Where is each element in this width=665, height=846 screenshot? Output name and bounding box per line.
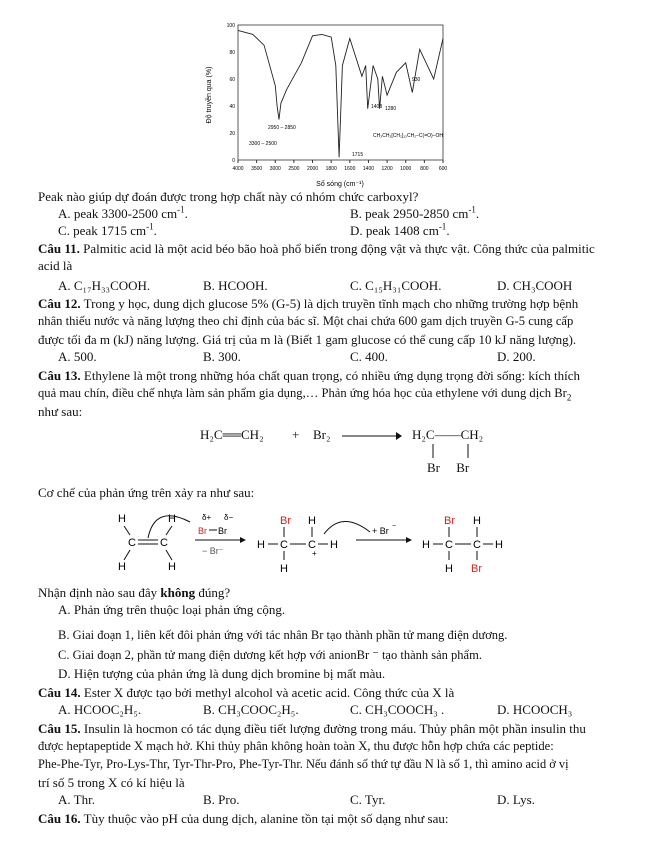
q11-label: Câu 11. (38, 241, 80, 256)
q10-option-b: B. peak 2950-2850 $cm^{-1}$. (350, 204, 480, 221)
q10-option-d-text: D. peak 1408 cm (350, 223, 439, 238)
svg-text:H: H (308, 515, 316, 527)
y-tick-label: 60 (229, 77, 235, 83)
y-axis-label: Độ truyền qua (%) (206, 66, 213, 124)
annotation-3300-2500: 3300 – 2500 (249, 141, 277, 147)
annotation-1715: 1715 (352, 152, 364, 158)
y-tick-label: 40 (229, 104, 235, 110)
svg-text:H: H (473, 515, 481, 527)
q11-stem-text: Palmitic acid là một acid béo bão hoà phổ biến trong động vật và thực vật. Công thức của palmitic (83, 241, 595, 256)
q10-option-a-text: A. peak 3300-2500 cm (58, 206, 178, 221)
svg-text:Br: Br (280, 515, 291, 527)
annotation-2950-2850: 2950 – 2850 (268, 125, 296, 131)
q15-label: Câu 15. (38, 721, 81, 736)
q11-stem-line1 (38, 240, 658, 257)
svg-text:C: C (308, 539, 316, 551)
x-tick-label: 1200 (381, 166, 393, 172)
q13-question (38, 584, 658, 601)
svg-text:C: C (445, 539, 453, 551)
svg-text:C: C (128, 537, 136, 549)
annotation-1280: 1280 (385, 106, 397, 112)
q13-line1 (38, 367, 658, 384)
q15-line3: Phe-Phe-Tyr, Pro-Lys-Thr, Tyr-Thr-Pro, Phe-Tyr-Thr. Nếu đánh số thứ tự đầu N là số 1, thì amino acid ở vị (38, 757, 569, 771)
y-tick-label: 100 (226, 23, 235, 29)
svg-text:Br: Br (444, 515, 455, 527)
q15-option-c: C. Tyr. (350, 792, 386, 807)
q13-option-c: C. Giai đoạn 2, phần tử mang điện dương kết hợp với anionBr ⁻ tạo thành sản phẩm. (58, 648, 482, 662)
q10-option-d: D. peak 1408 $cm^{-1}$. (350, 221, 450, 238)
svg-text:H: H (422, 539, 430, 551)
svg-text:C: C (473, 539, 481, 551)
y-tick-label: 80 (229, 50, 235, 56)
q15-text1: Insulin là hocmon có tác dụng điều tiết lượng đường trong máu. Thủy phân một phần insulin thu (83, 721, 586, 736)
svg-text:H: H (168, 561, 176, 573)
q13-question-pre: Nhận định nào sau đây (38, 585, 161, 600)
svg-text:δ+: δ+ (202, 513, 212, 522)
q10-option-c-text: C. peak 1715 cm (58, 223, 147, 238)
q13-option-a: A. Phản ứng trên thuộc loại phản ứng cộng. (58, 602, 286, 617)
q10-stem: Peak nào giúp dự đoán được trong hợp chất này có nhóm chức carboxyl? (38, 189, 419, 204)
x-tick-label: 2000 (306, 166, 319, 172)
x-tick-label: 3500 (251, 166, 263, 172)
q14-stem-text: Ester X được tạo bởi methyl alcohol và acetic acid. Công thức của X là (83, 685, 455, 700)
q13-text1: Ethylene là một trong những hóa chất quan trọng, có nhiều ứng dụng trọng đời sống: kích thích (83, 368, 580, 383)
x-tick-label: 4000 (232, 166, 244, 172)
x-tick-label: 1000 (400, 166, 412, 172)
svg-text:H: H (330, 539, 338, 551)
q11-option-c: C. C₁₅H₃₁COOH. (350, 278, 442, 293)
q13-line2: quả mau chín, điều chế nhựa làm sản phẩm gia dụng,… Phản ứng hóa học của ethylene với dung dịch $Br_2$ (38, 386, 572, 403)
q13-text2: quả mau chín, điều chế nhựa làm sản phẩm gia dụng,… Phản ứng hóa học của ethylene với dung dịch Br (38, 386, 567, 400)
svg-text:H: H (257, 539, 265, 551)
q14-option-a: A. HCOOC₂H₅. (58, 702, 142, 717)
q12-option-a: A. 500. (58, 349, 97, 364)
annotation-formula: CH₃CH₂[CH₂]₁₂CH₂–C(=O)–OH (373, 133, 443, 139)
svg-text:δ−: δ− (224, 513, 234, 522)
q13-mechanism-intro: Cơ chế của phản ứng trên xảy ra như sau: (38, 485, 255, 500)
x-tick-label: 3000 (269, 166, 281, 172)
x-tick-label: 1800 (325, 166, 337, 172)
annotation-1408: 1408 (371, 104, 383, 110)
equation-plus: + (292, 427, 300, 442)
q16-label: Câu 16. (38, 811, 81, 826)
q16-stem (38, 810, 658, 827)
q14-option-b: B. CH₃COOC₂H₅. (203, 702, 299, 717)
svg-text:H: H (118, 513, 126, 525)
q12-line2: nhân thiếu nước và năng lượng theo chỉ định của bác sĩ. Một chai chứa 600 gam dịch truyền G-5 cung cấp (38, 314, 574, 328)
q14-option-c: C. CH₃COOCH₃ . (350, 702, 445, 717)
svg-text:+: + (312, 549, 317, 558)
q11-stem-line2: acid là (38, 258, 73, 273)
q12-option-d: D. 200. (497, 349, 536, 364)
x-axis-label: Số sóng (cm⁻¹) (316, 181, 364, 188)
x-tick-label: 2500 (288, 166, 300, 172)
q14-option-d: D. HCOOCH₃ (497, 702, 573, 717)
ir-spectrum-chart (205, 20, 460, 190)
svg-text:C: C (280, 539, 288, 551)
equation-br2: Br₂ (313, 427, 331, 442)
svg-text:+ Br: + Br (372, 526, 389, 536)
q12-label: Câu 12. (38, 296, 81, 311)
equation-reactant: H₂C══CH₂ (200, 427, 264, 442)
q14-stem (38, 684, 658, 701)
q10-option-b-text: B. peak 2950-2850 cm (350, 206, 469, 221)
q15-line4: trí số 5 trong X có kí hiệu là (38, 775, 185, 790)
y-tick-label: 0 (232, 158, 235, 164)
q12-line3: được tối đa m (kJ) năng lượng. Giá trị của m là (Biết 1 gam glucose có thể cung cấp 10 kJ năng lượng). (38, 332, 577, 347)
equation-arrow (342, 430, 402, 442)
x-tick-label: 1600 (344, 166, 356, 172)
y-tick-label: 20 (229, 131, 235, 137)
svg-text:C: C (160, 537, 168, 549)
annotation-930: 930 (412, 77, 421, 83)
q15-line1 (38, 720, 658, 737)
x-tick-label: 800 (420, 166, 429, 172)
product-bonds (430, 444, 475, 460)
y-ticks (227, 23, 236, 164)
svg-text:Br: Br (198, 526, 207, 536)
q10-option-c: C. peak 1715 $cm^{-1}$. (58, 221, 157, 238)
svg-text:H: H (118, 561, 126, 573)
svg-text:H: H (495, 539, 503, 551)
svg-text:H: H (280, 563, 288, 575)
q12-option-c: C. 400. (350, 349, 388, 364)
q14-label: Câu 14. (38, 685, 81, 700)
x-tick-label: 1400 (362, 166, 375, 172)
q13-question-bold: không (160, 585, 196, 600)
q13-option-b: B. Giai đoạn 1, liên kết đôi phản ứng với tác nhân Br tạo thành phần tử mang điện dương. (58, 628, 508, 642)
q12-option-b: B. 300. (203, 349, 241, 364)
q13-question-post: đúng? (195, 585, 231, 600)
x-tick-label: 600 (438, 166, 448, 172)
q15-option-d: D. Lys. (497, 792, 535, 807)
q15-line2: được heptapeptide X mạch hở. Khi thủy phân không hoàn toàn X, thu được hỗn hợp chứa các peptide: (38, 739, 554, 753)
q13-label: Câu 13. (38, 368, 81, 383)
q13-line3: như sau: (38, 404, 83, 419)
product-bromines: Br Br (427, 460, 470, 475)
q13-option-d: D. Hiện tượng của phản ứng là dung dịch bromine bị mất màu. (58, 666, 386, 681)
q15-option-b: B. Pro. (203, 792, 240, 807)
svg-text:H: H (445, 563, 453, 575)
x-ticks (232, 160, 447, 172)
svg-text:− Br⁻: − Br⁻ (202, 546, 224, 556)
q10-option-a: A. peak 3300-2500 $cm^{-1}$. (58, 204, 188, 221)
q11-option-d: D. CH₃COOH (497, 278, 573, 293)
svg-text:Br: Br (218, 526, 227, 536)
q16-stem-text: Tùy thuộc vào pH của dung dịch, alanine tồn tại một số dạng như sau: (83, 811, 449, 826)
svg-text:H: H (168, 513, 176, 525)
equation-product: H₂C——CH₂ (412, 427, 484, 442)
q12-line1 (38, 295, 658, 312)
q12-text1: Trong y học, dung dịch glucose 5% (G-5) là dịch truyền tĩnh mạch cho những trường hợp bệnh (83, 296, 579, 311)
q11-option-a: A. C₁₇H₃₃COOH. (58, 278, 151, 293)
svg-text:Br: Br (471, 563, 482, 575)
q15-option-a: A. Thr. (58, 792, 95, 807)
svg-text:−: − (392, 523, 397, 530)
q11-option-b: B. HCOOH. (203, 278, 268, 293)
mechanism-diagram (110, 508, 550, 578)
